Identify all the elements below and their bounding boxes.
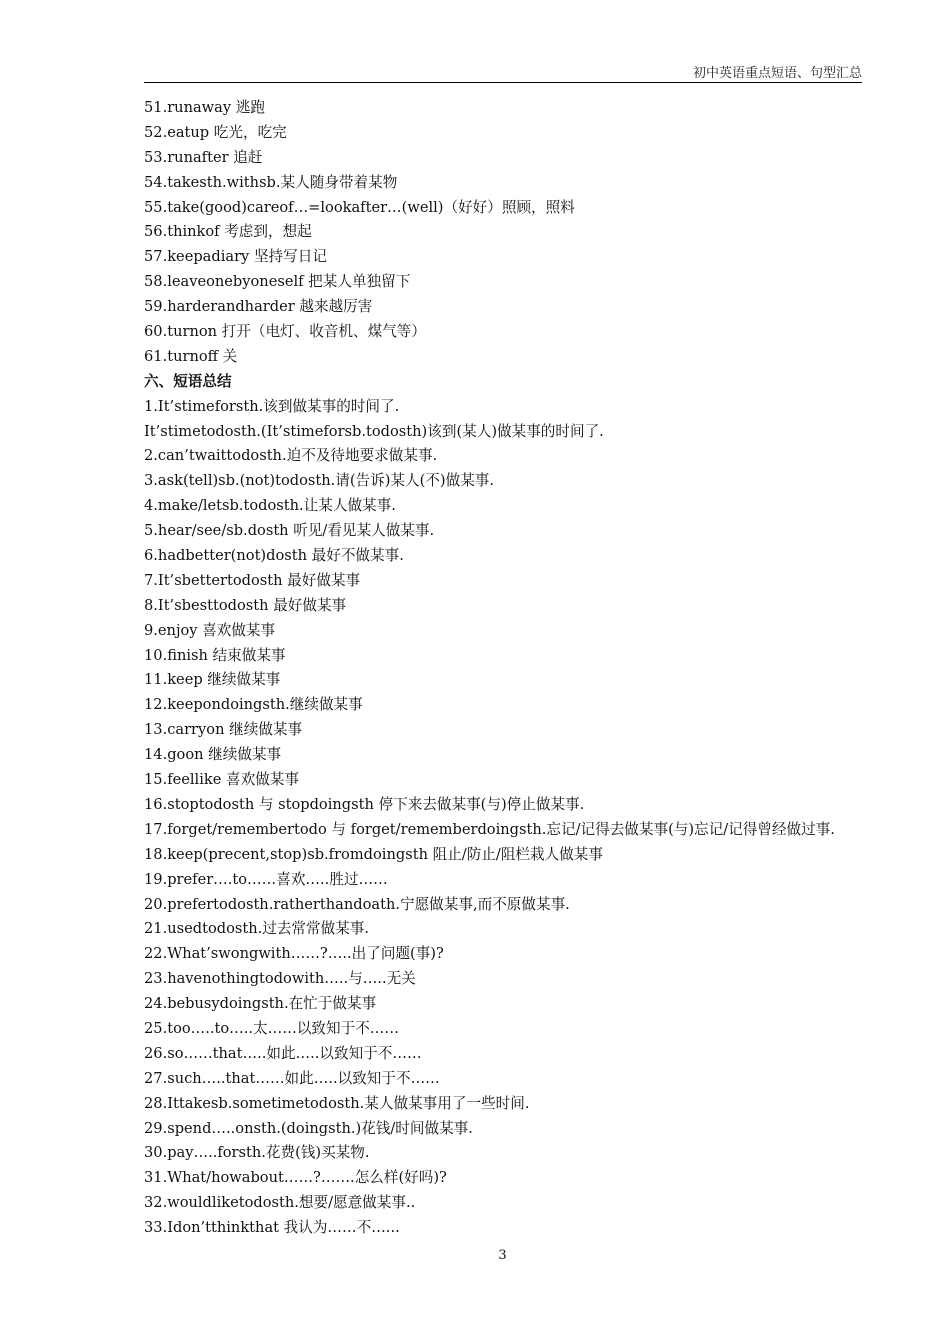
phrase-line: 22.What’swongwith……?…..出了问题(事)? [144, 945, 444, 963]
phrase-line: 19.prefer….to……喜欢…..胜过…… [144, 870, 388, 888]
phrase-line: 12.keepondoingsth.继续做某事 [144, 696, 363, 714]
phrase-line: 54.takesth.withsb.某人随身带着某物 [144, 173, 398, 191]
phrase-line: 56.thinkof 考虑到，想起 [144, 223, 312, 241]
phrase-line: 7.It’sbettertodosth 最好做某事 [144, 571, 361, 589]
phrase-line: 25.too…..to…..太……以致知于不…… [144, 1019, 399, 1037]
phrase-line: 20.prefertodosth.ratherthandoath.宁愿做某事,而不原做某事. [144, 895, 570, 913]
phrase-line: 32.wouldliketodosth.想要/愿意做某事.. [144, 1194, 416, 1212]
phrase-line: 31.What/howabout……?…….怎么样(好吗)? [144, 1169, 447, 1187]
phrase-line: 1.It’stimeforsth.该到做某事的时间了. [144, 397, 400, 415]
phrase-line: 21.usedtodosth.过去常常做某事. [144, 920, 370, 938]
phrase-line: 9.enjoy 喜欢做某事 [144, 621, 276, 639]
phrase-line: 55.take(good)careof…=lookafter…(well)（好好）照顾，照料 [144, 198, 575, 216]
phrase-line: 8.It’sbesttodosth 最好做某事 [144, 596, 347, 614]
page-header [144, 66, 862, 83]
phrase-line: 11.keep 继续做某事 [144, 671, 281, 689]
phrase-line: 27.such…..that……如此…..以致知于不…… [144, 1069, 440, 1087]
phrase-line: 51.runaway 逃跑 [144, 99, 265, 116]
document-body [144, 96, 874, 1241]
section-heading: 六、短语总结 [144, 372, 232, 390]
phrase-line: 14.goon 继续做某事 [144, 746, 282, 764]
phrase-line: 33.Idon’tthinkthat 我认为……不…... [144, 1219, 400, 1237]
phrase-line: It’stimetodosth.(It’stimeforsb.todosth)该到(某人)做某事的时间了. [144, 422, 604, 440]
phrase-line: 23.havenothingtodowith…..与…..无关 [144, 970, 416, 988]
phrase-list-part2 [144, 395, 874, 1241]
phrase-list-part1 [144, 96, 874, 370]
phrase-line: 61.turnoff 关 [144, 347, 238, 365]
phrase-line: 53.runafter 追赶 [144, 148, 263, 166]
phrase-line: 5.hear/see/sb.dosth 听见/看见某人做某事. [144, 522, 435, 540]
phrase-line: 58.leaveonebyoneself 把某人单独留下 [144, 273, 411, 291]
phrase-line: 57.keepadiary 坚持写日记 [144, 248, 327, 266]
phrase-line: 6.hadbetter(not)dosth 最好不做某事. [144, 547, 404, 565]
phrase-line: 13.carryon 继续做某事 [144, 721, 303, 739]
phrase-line: 26.so……that…..如此…..以致知于不…… [144, 1044, 422, 1062]
phrase-line: 16.stoptodosth 与 stopdoingsth 停下来去做某事(与)停止做某事. [144, 795, 585, 813]
phrase-line: 28.Ittakesb.sometimetodosth.某人做某事用了一些时间. [144, 1094, 530, 1112]
phrase-line: 3.ask(tell)sb.(not)todosth.请(告诉)某人(不)做某事. [144, 472, 495, 490]
phrase-line: 18.keep(precent,stop)sb.fromdoingsth 阻止/防止/阻栏栽人做某事 [144, 845, 603, 863]
phrase-line: 4.make/letsb.todosth.让某人做某事. [144, 497, 396, 515]
phrase-line: 17.forget/remembertodo 与 forget/rememberdoingsth.忘记/记得去做某事(与)忘记/记得曾经做过事. [144, 820, 835, 838]
header-title: 初中英语重点短语、句型汇总 [692, 66, 862, 81]
phrase-line: 30.pay…..forsth.花费(钱)买某物. [144, 1144, 370, 1162]
phrase-line: 10.finish 结束做某事 [144, 646, 286, 664]
phrase-line: 29.spend…..onsth.(doingsth.)花钱/时间做某事. [144, 1119, 473, 1137]
phrase-line: 24.bebusydoingsth.在忙于做某事 [144, 995, 377, 1013]
phrase-line: 52.eatup 吃光，吃完 [144, 123, 287, 141]
phrase-line: 2.can’twaittodosth.迫不及待地要求做某事. [144, 447, 438, 465]
phrase-line: 59.harderandharder 越来越厉害 [144, 298, 373, 316]
phrase-line: 60.turnon 打开（电灯、收音机、煤气等） [144, 323, 426, 341]
page-number: 3 [498, 1248, 507, 1263]
phrase-line: 15.feellike 喜欢做某事 [144, 771, 299, 789]
